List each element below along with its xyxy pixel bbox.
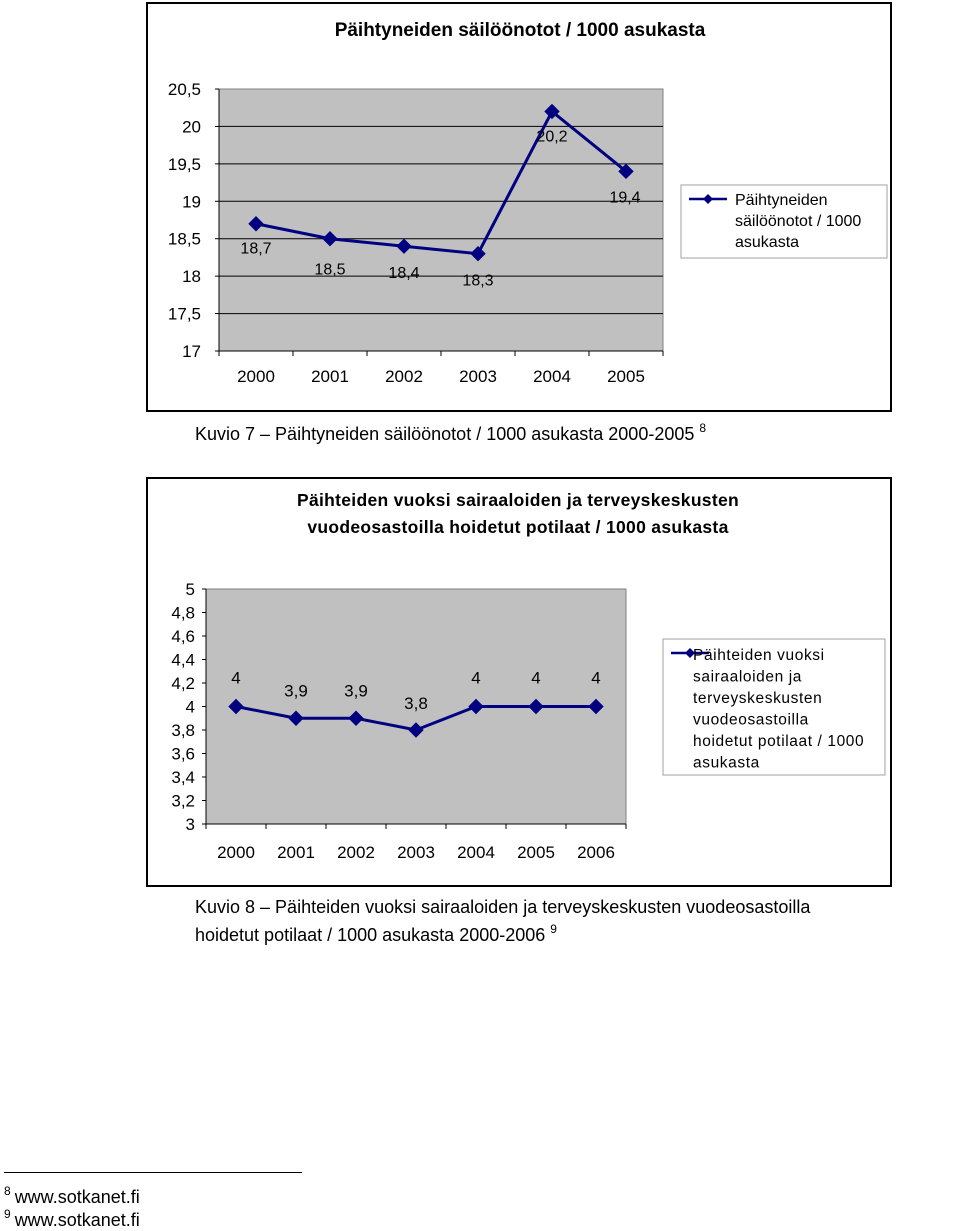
data-label: 4 (531, 668, 541, 688)
legend-label: asukasta (735, 234, 800, 251)
chart-title: Päihteiden vuoksi sairaaloiden ja terveyskeskusten (296, 490, 740, 510)
y-tick-label: 17,5 (167, 304, 201, 324)
figure-8-caption-line-2 (195, 918, 810, 946)
footnote-separator (4, 1172, 302, 1173)
x-tick-label: 2003 (397, 843, 435, 862)
data-label: 18,3 (462, 272, 494, 290)
y-tick-label: 3,8 (171, 721, 195, 740)
data-label: 4 (231, 668, 241, 688)
x-tick-label: 2004 (457, 843, 495, 862)
data-label: 3,8 (404, 694, 428, 713)
x-tick-label: 2002 (385, 367, 423, 386)
footnote-8-text: www.sotkanet.fi (14, 1187, 140, 1207)
legend-label: asukasta (693, 754, 760, 772)
figure-8-caption-line-1: Kuvio 8 – Päihteiden vuoksi sairaaloiden ja terveyskeskusten vuodeosastoilla (195, 897, 811, 917)
x-tick-label: 2006 (577, 843, 615, 862)
footnote-9 (4, 1207, 140, 1231)
x-tick-label: 2001 (277, 843, 315, 862)
y-tick-label: 3,6 (171, 744, 195, 764)
legend-label: Päihteiden vuoksi (693, 647, 825, 664)
x-tick-label: 2004 (533, 367, 571, 386)
data-label: 3,9 (344, 681, 368, 701)
x-tick-label: 2003 (459, 367, 497, 386)
footnote-8 (4, 1184, 140, 1208)
y-tick-label: 19 (182, 192, 201, 212)
y-tick-label: 4,6 (171, 627, 195, 646)
figure-7-caption-text: Kuvio 7 – Päihtyneiden säilöönotot / 1000 asukasta 2000-2005 (195, 424, 695, 444)
x-tick-label: 2000 (237, 367, 275, 386)
data-label: 18,5 (314, 261, 346, 279)
data-label: 20,2 (536, 128, 568, 146)
data-label: 19,4 (609, 189, 641, 207)
footnote-9-number: 9 (4, 1207, 11, 1221)
data-label: 18,7 (240, 240, 272, 258)
y-tick-label: 4,2 (171, 674, 195, 693)
chart-paihteiden-vuoksi-hoidetut (146, 477, 892, 887)
x-tick-label: 2005 (607, 367, 645, 386)
legend-label: sairaaloiden ja (693, 668, 802, 686)
y-tick-label: 3,4 (171, 768, 195, 787)
y-tick-label: 19,5 (167, 154, 201, 174)
y-tick-label: 18,5 (167, 229, 201, 249)
figure-8-footnote-ref: 9 (550, 922, 557, 936)
figure-8-caption (195, 896, 810, 946)
figure-7-footnote-ref: 8 (699, 421, 707, 435)
data-label: 4 (471, 668, 481, 688)
data-label: 3,9 (284, 681, 308, 701)
x-tick-label: 2002 (337, 843, 375, 862)
legend-label: Päihtyneiden (735, 192, 828, 209)
chart-title: Päihtyneiden säilöönotot / 1000 asukasta (334, 20, 706, 41)
legend-label: hoidetut potilaat / 1000 (693, 733, 865, 750)
data-label: 18,4 (388, 265, 420, 283)
line-chart-1 (148, 4, 890, 410)
y-tick-label: 18 (182, 267, 201, 287)
legend-label: säilöönotot / 1000 (735, 213, 862, 230)
y-tick-label: 4 (185, 697, 195, 717)
y-tick-label: 3,2 (171, 791, 195, 811)
x-tick-label: 2001 (311, 367, 349, 386)
footnote-9-text: www.sotkanet.fi (14, 1210, 140, 1230)
y-tick-label: 20,5 (167, 80, 201, 99)
figure-7-caption (195, 421, 706, 445)
line-chart-2 (148, 479, 890, 885)
y-tick-label: 5 (185, 580, 195, 599)
legend-label: terveyskeskusten (693, 690, 823, 707)
figure-8-caption-line-2-text: hoidetut potilaat / 1000 asukasta 2000-2006 (195, 925, 546, 945)
x-tick-label: 2005 (517, 843, 555, 862)
chart-paihtyneiden-sailoonotot (146, 2, 892, 412)
y-tick-label: 4,4 (171, 650, 195, 670)
data-label: 4 (591, 668, 601, 688)
plot-area (219, 89, 663, 351)
footnote-8-number: 8 (4, 1184, 11, 1198)
y-tick-label: 17 (182, 342, 201, 361)
y-tick-label: 20 (182, 117, 201, 137)
y-tick-label: 3 (185, 815, 195, 834)
chart-title: vuodeosastoilla hoidetut potilaat / 1000 asukasta (307, 517, 729, 537)
x-tick-label: 2000 (217, 843, 255, 862)
legend-label: vuodeosastoilla (693, 711, 809, 729)
y-tick-label: 4,8 (171, 603, 195, 623)
